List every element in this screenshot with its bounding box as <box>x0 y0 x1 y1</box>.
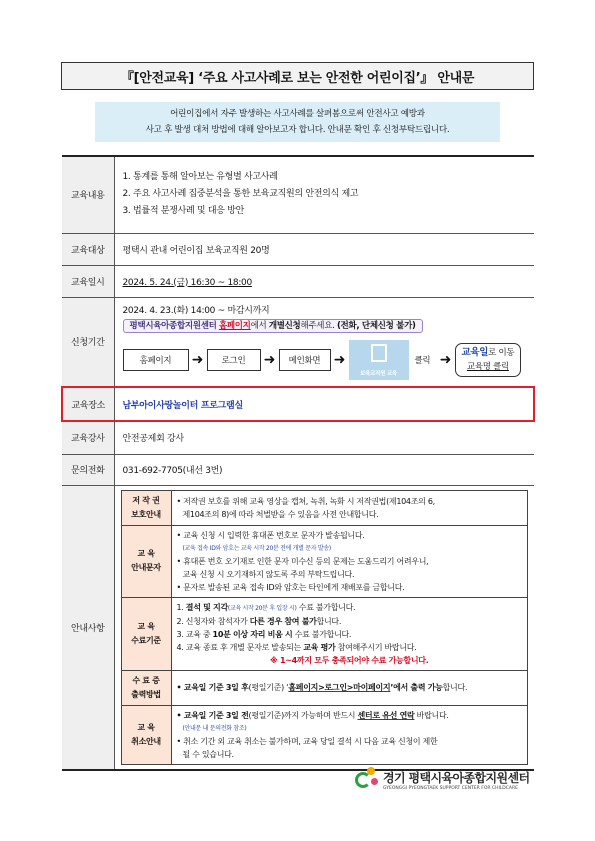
intro-box <box>95 102 500 142</box>
notice-certificate <box>121 670 528 705</box>
label-content: 교육내용 <box>62 156 114 233</box>
c2b: 다른 경우 참여 불가 <box>249 616 317 626</box>
c3b: 10분 이상 자리 비움 시 <box>212 629 293 639</box>
apply-cell <box>114 297 534 387</box>
c4b: 교육 평가 <box>303 642 336 652</box>
target-value: 평택시 관내 어린이집 보육교직원 20명 <box>114 233 534 265</box>
cancel-line-4: 될 수 있습니다. <box>182 749 234 759</box>
cert-p1: • 교육일 기준 3일 후 <box>176 683 249 692</box>
certificate-label <box>121 670 171 705</box>
flow-click-label: 클릭 <box>414 355 431 366</box>
content-list <box>114 156 534 233</box>
flow-final-step <box>455 343 522 377</box>
cancel-p4: 바랍니다. <box>414 710 449 720</box>
copyright-label <box>121 490 171 525</box>
note-text: 에서 <box>250 320 267 331</box>
completion-item-2 <box>177 615 523 628</box>
center-logo-icon <box>355 767 379 793</box>
c1a: 1. <box>176 602 186 612</box>
note-individual: 개별신청 <box>268 320 301 331</box>
notice-cell <box>114 485 534 770</box>
c4a: 4. 교육 종료 후 개별 문자로 발송되는 <box>176 642 304 652</box>
thumb-label: 보육교직원 교육 <box>360 370 397 377</box>
cert-p3: 홈페이지>로그인>마이페이지 <box>288 683 391 692</box>
copyright-line-1: • 저작권 보호를 위해 교육 영상을 캡쳐, 녹취, 녹화 시 저작권법(제104조의 6, <box>176 496 435 506</box>
cancel-label <box>121 705 171 764</box>
note-restriction: (전화, 단체신청 불가) <box>336 320 416 331</box>
cancel-line-2: (안내문 내 문의전화 참조) <box>182 724 247 732</box>
completion-item-3 <box>177 628 523 641</box>
footer-text <box>383 769 529 791</box>
note-text-2: 해주세요. <box>300 320 335 331</box>
content-item-1: 1. 통계를 통해 알아보는 유형별 사고사례 <box>122 172 278 183</box>
footer-name-ko: 경기 평택시육아종합지원센터 <box>383 771 530 785</box>
c2c: 합니다. <box>316 616 342 626</box>
sms-line-1: • 교육 신청 시 입력한 휴대폰 번호로 문자가 발송됩니다. <box>176 530 365 540</box>
footer-logo <box>355 765 545 795</box>
arrow-icon: ➜ <box>263 351 276 368</box>
intro-line-2: 사고 후 발생 대처 방법에 대해 알아보고자 합니다. 안내문 확인 후 신청부탁드립니다. <box>145 125 450 135</box>
completion-item-4 <box>177 641 523 654</box>
sms-line-3: • 휴대폰 번호 오기재로 인한 문자 미수신 등의 문제는 도움드리기 어려우니, <box>176 556 429 566</box>
sms-line-2: (교육 접속 ID와 암호는 교육 시작 20분 전에 개별 문자 발송) <box>182 544 331 552</box>
row-target <box>62 233 534 265</box>
notice-copyright <box>121 490 528 525</box>
place-value: 남부아이사랑놀이터 프로그램실 <box>114 387 534 421</box>
completion-warning: ※ 1~4까지 모두 충족되어야 수료 가능합니다. <box>270 655 429 665</box>
completion-text <box>171 597 528 670</box>
row-instructor <box>62 421 534 454</box>
row-phone <box>62 454 534 485</box>
final-click: 교육명 클릭 <box>466 361 509 372</box>
completion-label <box>121 597 171 670</box>
instructor-value: 안전공제회 강사 <box>114 421 534 454</box>
sms-label <box>121 525 171 597</box>
sms-text <box>171 525 528 597</box>
label-notice: 안내사항 <box>62 485 114 770</box>
content-item-2: 2. 주요 사고사례 집중분석을 통한 보육교직원의 안전의식 제고 <box>122 189 359 200</box>
apply-period: 2024. 4. 23.(화) 14:00 ~ 마감시까지 <box>122 305 270 316</box>
c1c: (교육 시작 20분 후 입장 시) <box>227 604 297 612</box>
certificate-text <box>171 670 528 705</box>
completion-label-1: 교 육 <box>137 621 155 631</box>
c1b: 결석 및 지각 <box>185 602 228 612</box>
arrow-icon: ➜ <box>333 351 346 368</box>
label-date: 교육일시 <box>62 265 114 297</box>
cancel-text <box>171 705 528 764</box>
cancel-p1: • 교육일 기준 3일 전 <box>176 710 249 720</box>
label-instructor: 교육강사 <box>62 421 114 454</box>
cancel-line-1 <box>177 709 523 722</box>
c2a: 2. 신청자와 참석자가 <box>176 616 250 626</box>
c4c: 참여해주시기 바랍니다. <box>335 642 417 652</box>
arrow-icon: ➜ <box>439 351 452 368</box>
notice-cancel <box>121 705 528 764</box>
label-target: 교육대상 <box>62 233 114 265</box>
c3c: 수료 불가합니다. <box>292 629 352 639</box>
label-phone: 문의전화 <box>62 454 114 485</box>
sms-label-1: 교 육 <box>137 549 155 558</box>
cert-p5: 합니다. <box>442 683 468 692</box>
sms-label-2: 안내문자 <box>131 563 161 572</box>
row-notice <box>62 485 534 770</box>
final-move: 로 이동 <box>488 347 515 358</box>
flow-step-login: 로그인 <box>207 349 261 371</box>
cancel-p2: (평일기준)까지 가능하며 반드시 <box>248 710 358 720</box>
label-place: 교육장소 <box>62 387 114 421</box>
flow-step-main: 메인화면 <box>279 349 331 371</box>
content-item-3: 3. 법률적 분쟁사례 및 대응 방안 <box>122 206 245 217</box>
row-place <box>62 387 534 421</box>
copyright-label-2: 보호안내 <box>131 509 161 519</box>
cancel-line-3: • 취소 기간 외 교육 취소는 불가하며, 교육 당일 결석 시 다음 교육 신청이 제한 <box>176 736 438 746</box>
notice-completion <box>121 597 528 670</box>
sms-line-4: 교육 신청 시 오기재하지 않도록 주의 부탁드립니다. <box>182 569 355 579</box>
phone-value: 031-692-7705(내선 3번) <box>114 454 534 485</box>
row-content <box>62 156 534 233</box>
note-homepage: 홈페이지 <box>218 320 251 331</box>
row-date <box>62 265 534 297</box>
label-apply: 신청기간 <box>62 297 114 387</box>
apply-note <box>123 319 423 333</box>
notice-table <box>121 490 529 765</box>
document-title: 『[안전교육] ‘주요 사고사례로 보는 안전한 어린이집’』 안내문 <box>61 62 534 90</box>
note-center: 평택시육아종합지원센터 <box>129 320 217 331</box>
c3a: 3. 교육 중 <box>176 629 213 639</box>
row-apply <box>62 297 534 387</box>
copyright-line-2: 제104조의 8)에 따라 처벌받을 수 있음을 사전 안내합니다. <box>182 509 379 519</box>
flow-step-homepage: 홈페이지 <box>123 349 189 371</box>
certificate-label-2: 출력방법 <box>131 689 161 699</box>
apply-flow <box>123 340 535 380</box>
final-edu-day: 교육일 <box>461 346 489 358</box>
notice-sms <box>121 525 528 597</box>
copyright-text <box>171 490 528 525</box>
footer-name-en: GYEONGGI PYEONGTAEK SUPPORT CENTER FOR CHILDCARE <box>383 786 518 791</box>
arrow-icon: ➜ <box>191 351 204 368</box>
menu-thumbnail <box>349 340 409 380</box>
certificate-label-1: 수 료 증 <box>132 675 160 685</box>
date-value: 2024. 5. 24.(금) 16:30 ~ 18:00 <box>122 277 252 288</box>
info-table <box>61 155 535 771</box>
copyright-label-1: 저 작 권 <box>132 495 160 505</box>
completion-item-1 <box>177 601 523 615</box>
cert-p2: (평일기준) ‘ <box>248 683 289 692</box>
cancel-label-2: 취소안내 <box>131 736 161 746</box>
intro-line-1: 어린이집에서 자주 발생하는 사고사례를 살펴봄으로써 안전사고 예방과 <box>170 109 425 119</box>
completion-label-2: 수료기준 <box>131 635 161 645</box>
sms-line-5: • 문자로 발송된 교육 접속 ID와 암호는 타인에게 재배포를 금합니다. <box>176 582 405 592</box>
cancel-p3: 센터로 유선 연락 <box>357 710 415 720</box>
cert-p4: ’에서 출력 가능 <box>390 683 443 692</box>
book-icon <box>371 344 387 362</box>
c1d: 수료 불가합니다. <box>296 602 356 612</box>
cancel-label-1: 교 육 <box>137 722 155 732</box>
